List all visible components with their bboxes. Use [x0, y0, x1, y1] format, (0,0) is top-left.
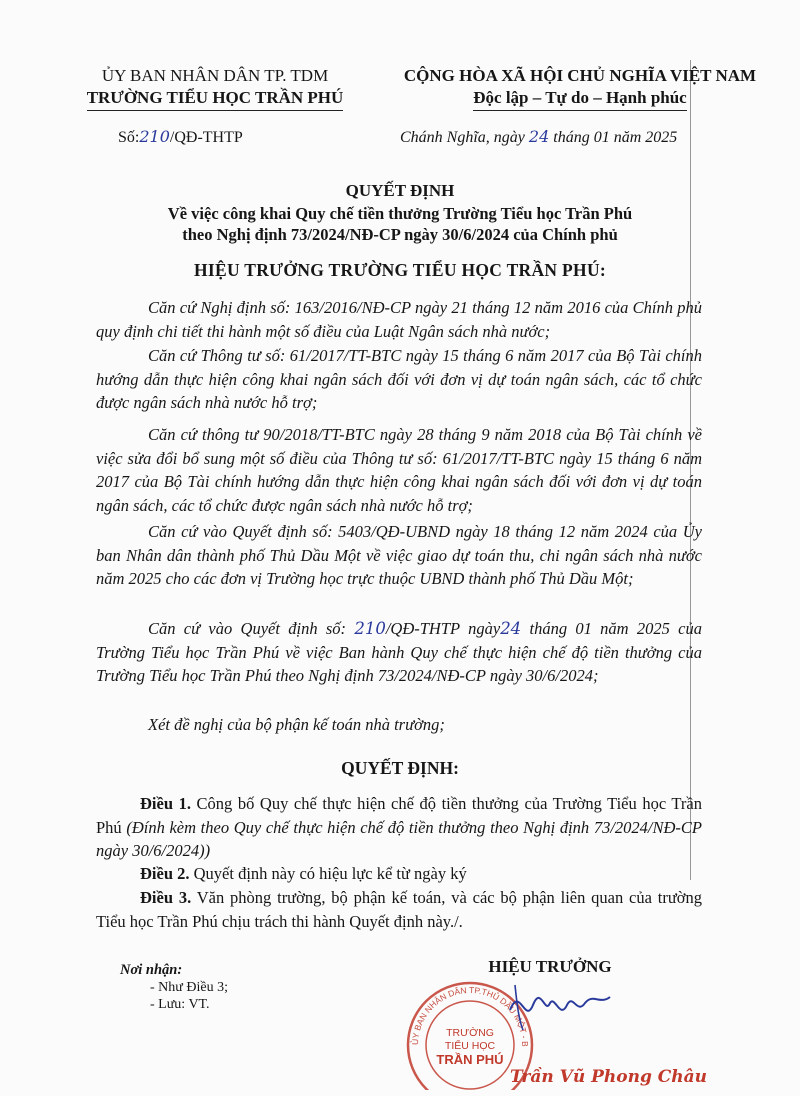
nation-name: CỘNG HÒA XÃ HỘI CHỦ NGHĨA VIỆT NAM: [403, 66, 757, 85]
seal-ring-text: ỦY BAN NHÂN DÂN TP.THỦ DẦU MỘT - B: [409, 984, 531, 1047]
signer-name: Trần Vũ Phong Châu: [510, 1067, 708, 1087]
article-1: Điều 1. Công bố Quy chế thực hiện chế độ tiền thưởng của Trường Tiểu học Trần Phú (Đính kèm theo Quy chế thực hiện chế độ tiền thưởng theo Nghị định 73/2024/NĐ-CP ngày 30/6/2024)): [96, 794, 702, 860]
svg-text:TRƯỜNG: TRƯỜNG: [446, 1027, 494, 1039]
document-number: Số:210/QĐ-THTP: [118, 127, 243, 146]
place-date: Chánh Nghĩa, ngày 24 tháng 01 năm 2025: [400, 127, 678, 146]
document-title: QUYẾT ĐỊNH: [345, 181, 455, 200]
handwritten-day: 24: [528, 127, 550, 146]
article-2: Điều 2. Quyết định này có hiệu lực kể từ ngày ký: [140, 864, 467, 883]
recipients-heading: Nơi nhận:: [120, 962, 183, 978]
recipients: [120, 962, 228, 1013]
document-subject: Về việc công khai Quy chế tiền thưởng Trường Tiểu học Trần Phú theo Nghị định 73/2024/NĐ-CP ngày 30/6/2024 của Chính phủ: [167, 204, 633, 244]
legal-basis-4: Căn cứ vào Quyết định số: 5403/QĐ-UBND ngày 18 tháng 12 năm 2024 của Ủy ban Nhân dân thành phố Thủ Dầu Một về việc giao dự toán thu, chi ngân sách nhà nước năm 2025 cho các đơn vị Trường học trực thuộc UBND thành phố Thủ Dầu Một;: [96, 522, 702, 588]
national-motto: [380, 65, 780, 111]
handwritten-number: 210: [139, 127, 170, 146]
legal-basis-5: Căn cứ vào Quyết định số: 210/QĐ-THTP ngày24 tháng 01 năm 2025 của Trường Tiểu học Trần Phú về việc Ban hành Quy chế thực hiện chế độ tiền thưởng của Trường Tiểu học Trần Phú theo Nghị định 73/2024/NĐ-CP ngày 30/6/2024;: [96, 619, 702, 685]
legal-basis-6: Xét đề nghị của bộ phận kế toán nhà trường;: [148, 715, 445, 734]
handwritten-number: 210: [354, 619, 386, 638]
svg-text:TRẦN PHÚ: TRẦN PHÚ: [436, 1052, 504, 1067]
org-name: TRƯỜNG TIỂU HỌC TRẦN PHÚ: [87, 87, 344, 111]
article-3: Điều 3. Văn phòng trường, bộ phận kế toán, và các bộ phận liên quan của trường Tiểu học Trần Phú chịu trách thi hành Quyết định này./.: [96, 888, 703, 931]
signer-title: HIỆU TRƯỞNG: [488, 957, 612, 976]
org-parent: ỦY BAN NHÂN DÂN TP. TDM: [101, 66, 329, 85]
authority-heading: HIỆU TRƯỞNG TRƯỜNG TIỂU HỌC TRẦN PHÚ:: [193, 260, 607, 280]
signature: [505, 975, 615, 1040]
decision-heading: QUYẾT ĐỊNH:: [341, 758, 459, 778]
svg-text:TIỂU HỌC: TIỂU HỌC: [444, 1040, 496, 1052]
legal-basis-1: Căn cứ Nghị định số: 163/2016/NĐ-CP ngày 21 tháng 12 năm 2016 của Chính phủ quy định chi tiết thi hành một số điều của Luật Ngân sách nhà nước;: [96, 298, 702, 341]
issuing-organization: [60, 65, 370, 111]
legal-basis-2: Căn cứ Thông tư số: 61/2017/TT-BTC ngày 15 tháng 6 năm 2017 của Bộ Tài chính hướng dẫn thực hiện công khai ngân sách đối với đơn vị dự toán ngân sách, các tổ chức được ngân sách nhà nước hỗ trợ;: [96, 346, 702, 412]
recipient-item: - Lưu: VT.: [150, 997, 210, 1012]
motto: Độc lập – Tự do – Hạnh phúc: [473, 87, 686, 111]
recipient-item: - Như Điều 3;: [150, 980, 228, 995]
handwritten-day: 24: [500, 619, 522, 638]
legal-basis-3: Căn cứ thông tư 90/2018/TT-BTC ngày 28 tháng 9 năm 2018 của Bộ Tài chính về việc sửa đổi bổ sung một số điều của Thông tư số: 61/2017/TT-BTC ngày 15 tháng 6 năm 2017 của Bộ Tài chính hướng dẫn thực hiện công khai ngân sách đối với đơn vị dự toán ngân sách, các tổ chức được ngân sách nhà nước hỗ trợ;: [96, 425, 702, 515]
